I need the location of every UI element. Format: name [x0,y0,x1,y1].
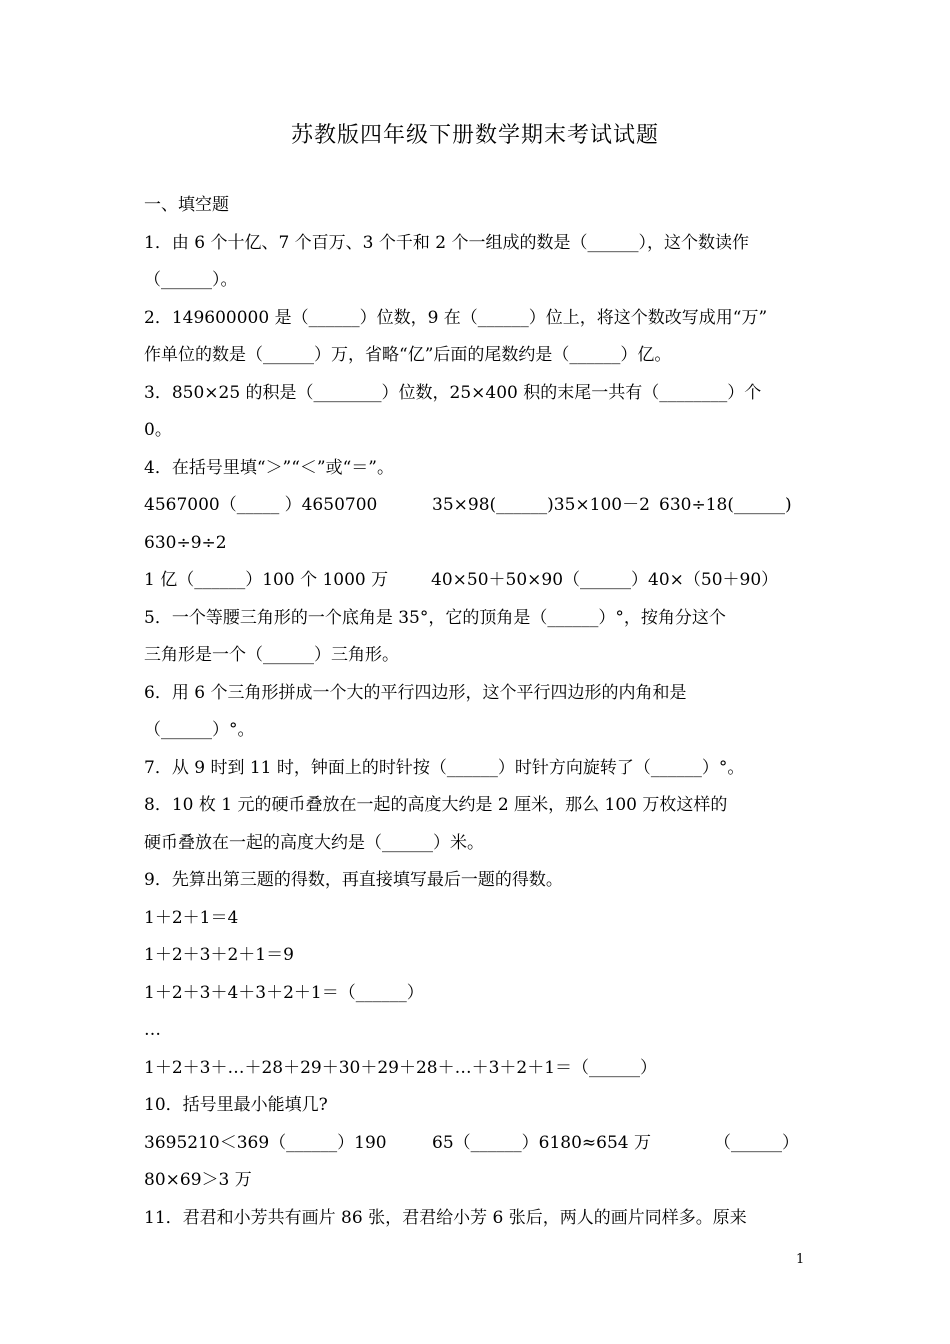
question-9-equation: 1＋2＋3＋4＋3＋2＋1＝（______） [144,982,424,1003]
compare-item: 1 亿（______）100 个 1000 万 [144,570,389,590]
compare-item: 630÷18(______) [659,495,792,515]
question-9-equation: 1＋2＋3＋…＋28＋29＋30＋29＋28＋…＋3＋2＋1＝（______） [144,1057,658,1078]
question-9-equation: 1＋2＋3＋2＋1＝9 [144,945,294,965]
question-10-prompt: 10．括号里最小能填几? [144,1095,328,1115]
question-9-equation: 1＋2＋1＝4 [144,907,239,928]
question-4-row-1-continued: 630÷9÷2 [144,532,227,553]
question-4-prompt: 4．在括号里填“＞”“＜”或“＝”。 [144,457,394,478]
question-9-prompt: 9．先算出第三题的得数，再直接填写最后一题的得数。 [144,870,563,890]
question-8-line-1: 8．10 枚 1 元的硬币叠放在一起的高度大约是 2 厘米，那么 100 万枚这样的 [144,795,728,815]
question-6-line-2: （______）°。 [144,720,255,740]
question-1-line-2: （______）。 [144,270,238,290]
question-11-line-1: 11．君君和小芳共有画片 86 张，君君给小芳 6 张后，两人的画片同样多。原来 [144,1207,747,1228]
question-4-row-1 [144,487,809,525]
fill-item: 3695210＜369（______）190 [144,1132,387,1153]
question-6-line-1: 6．用 6 个三角形拼成一个大的平行四边形，这个平行四边形的内角和是 [144,682,687,703]
compare-item: 4567000（_____ ）4650700 [144,495,378,515]
question-5-line-1: 5．一个等腰三角形的一个底角是 35°，它的顶角是（______）°，按角分这个 [144,607,726,628]
question-3-line-2: 0。 [144,420,172,440]
compare-item: 35×98(______)35×100－2 [432,495,650,515]
question-5-line-2: 三角形是一个（______）三角形。 [144,645,399,665]
section-heading: 一、填空题 [144,195,229,215]
question-2-line-1: 2．149600000 是（______）位数，9 在（______）位上，将这个数改写成用“万” [144,307,768,328]
question-8-line-2: 硬币叠放在一起的高度大约是（______）米。 [144,832,484,853]
question-9-ellipsis: … [144,1020,161,1040]
page-number: 1 [796,1252,805,1267]
question-2-line-2: 作单位的数是（______）万，省略“亿”后面的尾数约是（______）亿。 [144,345,672,365]
question-10-row-continued: 80×69＞3 万 [144,1170,252,1190]
fill-item: 65（______）6180≈654 万 [432,1132,651,1153]
compare-item: 40×50＋50×90（______）40×（50＋90） [431,570,779,590]
question-7: 7．从 9 时到 11 时，钟面上的时针按（______）时针方向旋转了（______）°。 [144,757,745,778]
question-1-line-1: 1．由 6 个十亿、7 个百万、3 个千和 2 个一组成的数是（______），这个数读作 [144,232,750,253]
page-title: 苏教版四年级下册数学期末考试试题 [290,123,659,148]
question-10-row [144,1125,809,1163]
question-content [144,187,809,1237]
question-4-row-2 [144,562,809,600]
fill-item: （______） [714,1132,799,1153]
question-3-line-1: 3．850×25 的积是（________）位数，25×400 积的末尾一共有（________）个 [144,382,762,403]
